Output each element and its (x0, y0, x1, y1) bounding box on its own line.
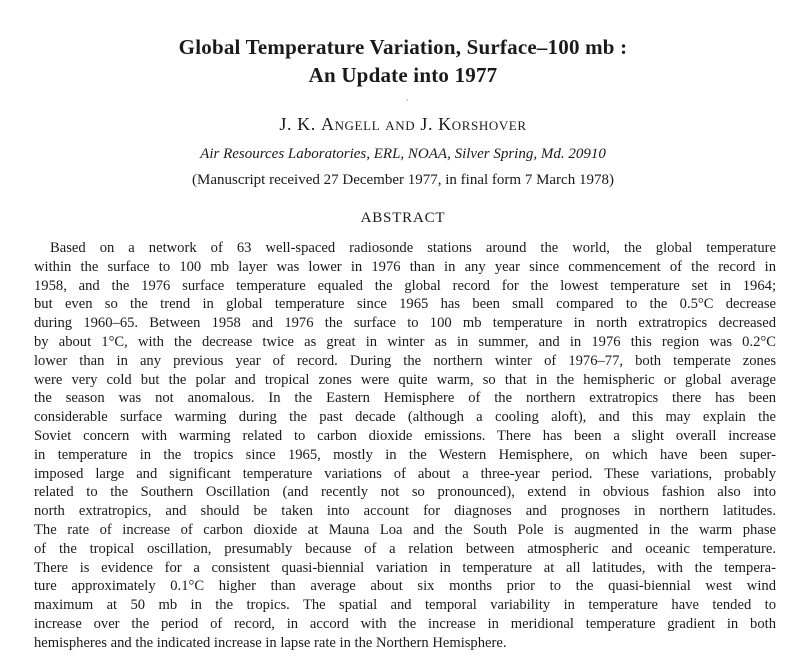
abstract-heading: ABSTRACT (360, 210, 446, 226)
abstract-line: lower than in any previous year of record. During the northern winter of 1976–77, both temperate zones (34, 352, 776, 369)
affiliation: Air Resources Laboratories, ERL, NOAA, Silver Spring, Md. 20910 (200, 146, 606, 162)
author-2-surname: Korshover (438, 114, 527, 134)
author-1-surname: Angell (320, 114, 381, 134)
abstract-body (34, 239, 776, 653)
abstract-line: Based on a network of 63 well-spaced radiosonde stations around the world, the global temperature (50, 240, 776, 256)
abstract-line: hemispheres and the indicated increase in lapse rate in the Northern Hemisphere. (34, 634, 507, 651)
abstract-line: There is evidence for a consistent quasi-biennial variation in temperature at all latitudes, with the tempera- (34, 559, 776, 576)
abstract-line: of the tropical oscillation, presumably because of a relation between atmospheric and oceanic temperature. (34, 540, 776, 557)
author-2-initials: J. (420, 114, 439, 134)
scan-speck (406, 99, 408, 101)
abstract-line: considerable surface warming during the past decade (although a cooling aloft), and this may explain the (34, 409, 776, 426)
abstract-line: but even so the trend in global temperature since 1965 has been small compared to the 0.5°C decrease (34, 296, 776, 313)
abstract-line: were very cold but the polar and tropical zones were quite warm, so that in the hemispheric or global average (34, 371, 776, 388)
abstract-line: Soviet concern with warming related to carbon dioxide emissions. There has been a slight overall increase (34, 427, 776, 444)
author-line (0, 114, 806, 135)
abstract-line: 1958, and the 1976 surface temperature equaled the global record for the lowest temperature set in 1964; (34, 277, 776, 294)
abstract-line: within the surface to 100 mb layer was lower in 1976 than in any year since commencement of the record in (34, 258, 776, 275)
abstract-line: in temperature in the tropics since 1965, mostly in the Western Hemisphere, on which have been super- (34, 446, 776, 463)
author-conjunction: and (380, 114, 421, 134)
abstract-line: north extratropics, and should be taken into account for diagnoses and prognoses in northern latitudes. (34, 503, 776, 520)
abstract-line: imposed large and significant temperature variations of about a three-year period. These variations, probably (34, 465, 776, 482)
abstract-line: increase over the period of record, in accord with the increase in meridional temperature gradient in both (34, 615, 776, 632)
abstract-line: ture approximately 0.1°C higher than average about six months prior to the quasi-biennial west wind (34, 578, 776, 595)
paper-title-line-1: Global Temperature Variation, Surface–100 mb : (178, 35, 628, 59)
abstract-line: the season was not anomalous. In the Eastern Hemisphere of the northern extratropics there has been (34, 390, 776, 407)
abstract-line: related to the Southern Oscillation (and recently not so pronounced), extend in obvious fashion also into (34, 484, 776, 501)
paper-title-line-2: An Update into 1977 (308, 63, 498, 87)
abstract-line: by about 1°C, with the decrease twice as great in winter as in summer, and in 1976 this region was 0.2°C (34, 333, 776, 350)
author-1-initials: J. K. (279, 114, 321, 134)
abstract-line: during 1960–65. Between 1958 and 1976 the surface to 100 mb temperature in north extratropics decreased (34, 315, 776, 332)
abstract-line: maximum at 50 mb in the tropics. The spatial and temporal variability in temperature have tended to (34, 597, 776, 614)
manuscript-received: (Manuscript received 27 December 1977, in final form 7 March 1978) (192, 172, 614, 188)
abstract-line: The rate of increase of carbon dioxide at Mauna Loa and the South Pole is augmented in the warm phase (34, 521, 776, 538)
